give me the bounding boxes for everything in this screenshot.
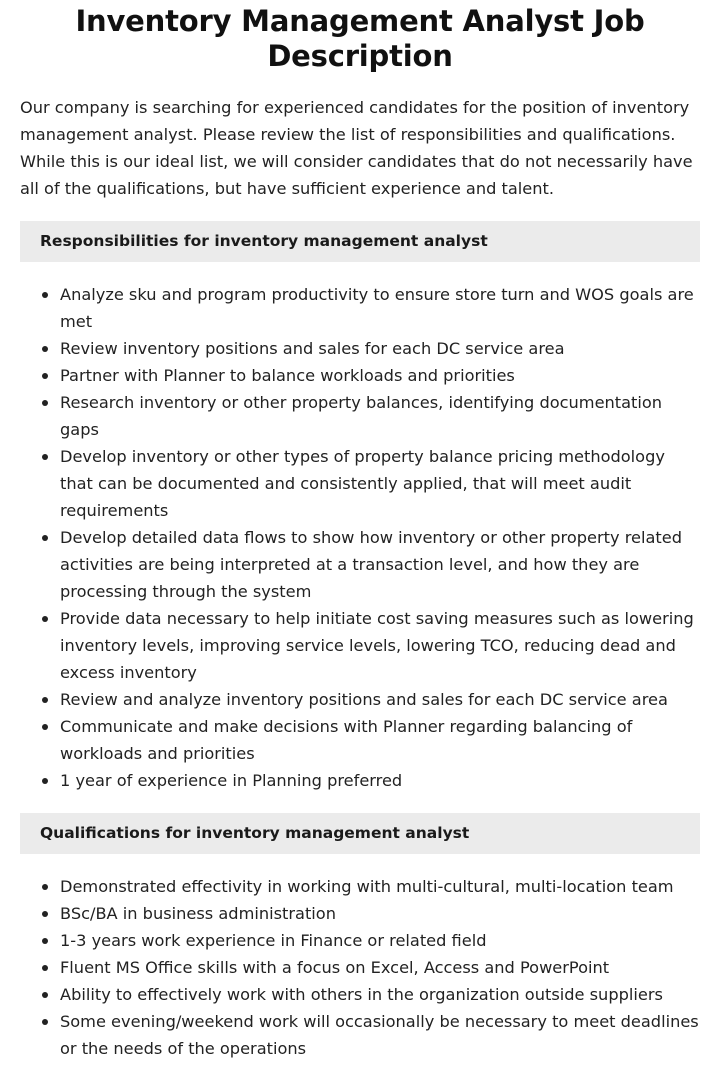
bullet-icon [42, 992, 48, 998]
responsibility-item [20, 524, 700, 605]
qualification-text: Demonstrated effectivity in working with multi-cultural, multi-location team [60, 877, 674, 896]
bullet-icon [42, 724, 48, 730]
bullet-icon [42, 884, 48, 890]
responsibility-item [20, 767, 700, 794]
bullet-icon [42, 400, 48, 406]
bullet-icon [42, 911, 48, 917]
qualification-text: Some evening/weekend work will occasionally be necessary to meet deadlines or the needs of the operations [60, 1012, 699, 1058]
responsibility-item [20, 443, 700, 524]
qualification-text: 1-3 years work experience in Finance or related field [60, 931, 487, 950]
qualification-text: Fluent MS Office skills with a focus on Excel, Access and PowerPoint [60, 958, 610, 977]
responsibility-text: 1 year of experience in Planning preferred [60, 771, 403, 790]
bullet-icon [42, 346, 48, 352]
responsibility-item [20, 389, 700, 443]
responsibility-text: Review and analyze inventory positions and sales for each DC service area [60, 690, 668, 709]
responsibility-item [20, 362, 700, 389]
responsibility-text: Develop inventory or other types of property balance pricing methodology that can be documented and consistently applied, that will meet audit requirements [60, 447, 665, 520]
bullet-icon [42, 373, 48, 379]
responsibility-text: Provide data necessary to help initiate cost saving measures such as lowering inventory levels, improving service levels, lowering TCO, reducing dead and excess inventory [60, 609, 694, 682]
qualification-item [20, 981, 700, 1008]
qualifications-heading: Qualifications for inventory management analyst [20, 813, 700, 854]
responsibility-text: Partner with Planner to balance workloads and priorities [60, 366, 515, 385]
responsibilities-heading: Responsibilities for inventory management analyst [20, 221, 700, 262]
responsibility-item [20, 605, 700, 686]
responsibility-item [20, 335, 700, 362]
bullet-icon [42, 697, 48, 703]
intro-paragraph: Our company is searching for experienced candidates for the position of inventory management analyst. Please review the list of responsibilities and qualifications. While this is our ideal list, we will consider candidates that do not necessarily have all of the qualifications, but have sufficient experience and talent. [20, 98, 693, 198]
qualification-item [20, 927, 700, 954]
bullet-icon [42, 535, 48, 541]
responsibility-text: Communicate and make decisions with Planner regarding balancing of workloads and priorities [60, 717, 633, 763]
page-title: Inventory Management Analyst Job Description [75, 4, 645, 73]
responsibilities-list [20, 281, 700, 794]
bullet-icon [42, 778, 48, 784]
bullet-icon [42, 616, 48, 622]
responsibility-text: Research inventory or other property balances, identifying documentation gaps [60, 393, 663, 439]
responsibility-item [20, 281, 700, 335]
responsibility-item [20, 713, 700, 767]
qualification-item [20, 900, 700, 927]
qualification-item [20, 1008, 700, 1062]
qualification-item [20, 873, 700, 900]
qualification-text: BSc/BA in business administration [60, 904, 336, 923]
bullet-icon [42, 454, 48, 460]
responsibility-text: Review inventory positions and sales for each DC service area [60, 339, 565, 358]
bullet-icon [42, 938, 48, 944]
responsibility-text: Analyze sku and program productivity to ensure store turn and WOS goals are met [60, 285, 694, 331]
qualification-item [20, 954, 700, 981]
bullet-icon [42, 1019, 48, 1025]
bullet-icon [42, 965, 48, 971]
qualification-text: Ability to effectively work with others in the organization outside suppliers [60, 985, 663, 1004]
responsibility-text: Develop detailed data flows to show how inventory or other property related activities are being interpreted at a transaction level, and how they are processing through the system [60, 528, 682, 601]
bullet-icon [42, 292, 48, 298]
responsibility-item [20, 686, 700, 713]
qualifications-list [20, 873, 700, 1062]
